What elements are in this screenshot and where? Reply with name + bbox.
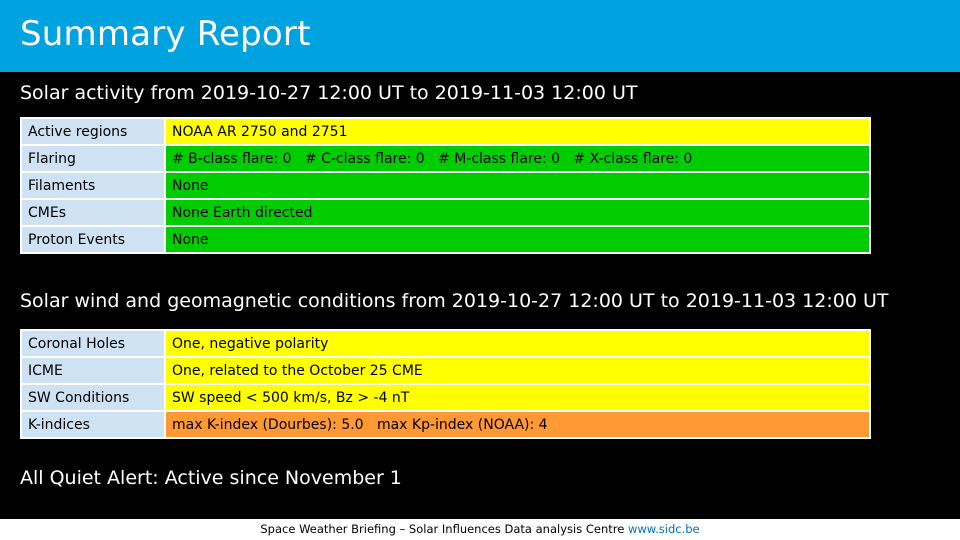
table-row	[21, 411, 870, 438]
table-row	[21, 384, 870, 411]
page-title: Summary Report	[20, 14, 311, 54]
row-label-proton-events: Proton Events	[21, 226, 165, 253]
solar-activity-table	[20, 117, 871, 254]
row-label-k-indices: K-indices	[21, 411, 165, 438]
row-value-flaring: # B-class flare: 0 # C-class flare: 0 # M-class flare: 0 # X-class flare: 0	[165, 145, 870, 172]
footer-link[interactable]: www.sidc.be	[627, 522, 700, 536]
table-row	[21, 226, 870, 253]
table-row	[21, 357, 870, 384]
footer	[0, 519, 960, 540]
row-value-filaments: None	[165, 172, 870, 199]
row-value-coronal-holes: One, negative polarity	[165, 330, 870, 357]
table-row	[21, 172, 870, 199]
table-row	[21, 330, 870, 357]
row-label-filaments: Filaments	[21, 172, 165, 199]
all-quiet-alert: All Quiet Alert: Active since November 1	[20, 467, 402, 489]
solar-activity-heading: Solar activity from 2019-10-27 12:00 UT to 2019-11-03 12:00 UT	[20, 82, 638, 104]
table-row	[21, 145, 870, 172]
row-label-coronal-holes: Coronal Holes	[21, 330, 165, 357]
row-value-cmes: None Earth directed	[165, 199, 870, 226]
row-value-proton-events: None	[165, 226, 870, 253]
row-value-active-regions: NOAA AR 2750 and 2751	[165, 118, 870, 145]
row-label-icme: ICME	[21, 357, 165, 384]
row-label-active-regions: Active regions	[21, 118, 165, 145]
table-row	[21, 118, 870, 145]
row-label-sw-conditions: SW Conditions	[21, 384, 165, 411]
solar-wind-table	[20, 329, 871, 439]
row-value-icme: One, related to the October 25 CME	[165, 357, 870, 384]
table-row	[21, 199, 870, 226]
header-bar	[0, 0, 960, 72]
footer-text: Space Weather Briefing – Solar Influences Data analysis Centre	[260, 522, 628, 536]
solar-wind-heading: Solar wind and geomagnetic conditions from 2019-10-27 12:00 UT to 2019-11-03 12:00 UT	[20, 290, 889, 312]
row-label-cmes: CMEs	[21, 199, 165, 226]
row-value-sw-conditions: SW speed < 500 km/s, Bz > -4 nT	[165, 384, 870, 411]
row-value-k-indices: max K-index (Dourbes): 5.0 max Kp-index (NOAA): 4	[165, 411, 870, 438]
row-label-flaring: Flaring	[21, 145, 165, 172]
